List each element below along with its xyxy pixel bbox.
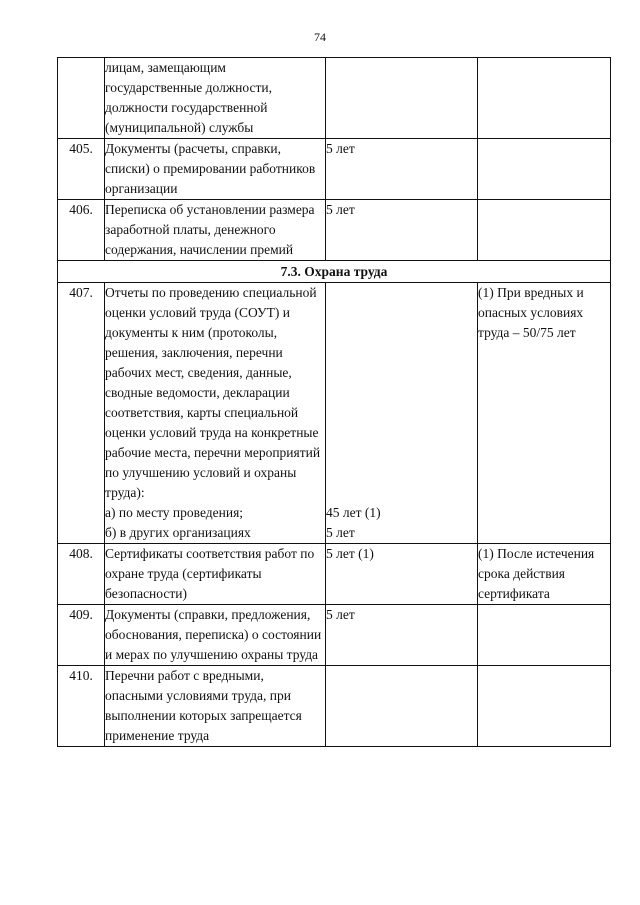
section-header-row bbox=[58, 261, 611, 283]
document-cell: Документы (расчеты, справки, списки) о премировании работников организации bbox=[105, 139, 326, 200]
term-cell: 5 лет (1) bbox=[326, 544, 478, 605]
row-number-cell: 407. bbox=[58, 283, 105, 544]
note-cell bbox=[478, 200, 611, 261]
note-cell bbox=[478, 605, 611, 666]
term-subitem-b: 5 лет bbox=[326, 525, 355, 540]
document-cell: Сертификаты соответствия работ по охране труда (сертификаты безопасности) bbox=[105, 544, 326, 605]
table-row-continuation bbox=[58, 58, 611, 139]
row-number-cell: 408. bbox=[58, 544, 105, 605]
page-number: 74 bbox=[314, 30, 326, 44]
document-line: (муниципальной) службы bbox=[105, 120, 254, 135]
document-cell: Перечни работ с вредными, опасными условиями труда, при выполнении которых запрещается применение труда bbox=[105, 666, 326, 747]
term-cell bbox=[326, 283, 478, 544]
document-cell bbox=[105, 283, 326, 544]
term-cell bbox=[326, 58, 478, 139]
term-cell: 5 лет bbox=[326, 605, 478, 666]
document-cell: Документы (справки, предложения, обоснования, переписка) о состоянии и мерах по улучшению охраны труда bbox=[105, 605, 326, 666]
note-cell: (1) При вредных и опасных условиях труда – 50/75 лет bbox=[478, 283, 611, 544]
note-cell bbox=[478, 139, 611, 200]
term-subitem-a: 45 лет (1) bbox=[326, 505, 381, 520]
term-spacer bbox=[326, 283, 477, 503]
table-row bbox=[58, 200, 611, 261]
document-cell: Переписка об установлении размера заработной платы, денежного содержания, начислении премий bbox=[105, 200, 326, 261]
note-cell: (1) После истечения срока действия сертификата bbox=[478, 544, 611, 605]
document-line: государственные должности, bbox=[105, 80, 272, 95]
note-cell bbox=[478, 666, 611, 747]
retention-table bbox=[57, 57, 611, 747]
document-line: должности государственной bbox=[105, 100, 268, 115]
table-row bbox=[58, 283, 611, 544]
section-title: 7.3. Охрана труда bbox=[58, 261, 611, 283]
table-row bbox=[58, 605, 611, 666]
row-number-cell: 409. bbox=[58, 605, 105, 666]
document-line: лицам, замещающим bbox=[105, 60, 226, 75]
term-cell bbox=[326, 666, 478, 747]
document-main-text: Отчеты по проведению специальной оценки условий труда (СОУТ) и документы к ним (протоколы, решения, заключения, перечни рабочих мест, сведения, данные, сводные ведомости, декларации соответствия, карты специальной оценки условий труда на конкретные рабочие места, перечни мероприятий по улучшению условий и охраны труда): bbox=[105, 285, 321, 500]
table-row bbox=[58, 666, 611, 747]
document-subitem-b: б) в других организациях bbox=[105, 525, 251, 540]
note-cell bbox=[478, 58, 611, 139]
table-row bbox=[58, 544, 611, 605]
row-number-cell: 410. bbox=[58, 666, 105, 747]
document-subitem-a: а) по месту проведения; bbox=[105, 505, 244, 520]
term-cell: 5 лет bbox=[326, 200, 478, 261]
table-row bbox=[58, 139, 611, 200]
term-cell: 5 лет bbox=[326, 139, 478, 200]
row-number-cell bbox=[58, 58, 105, 139]
row-number-cell: 406. bbox=[58, 200, 105, 261]
document-cell bbox=[105, 58, 326, 139]
row-number-cell: 405. bbox=[58, 139, 105, 200]
